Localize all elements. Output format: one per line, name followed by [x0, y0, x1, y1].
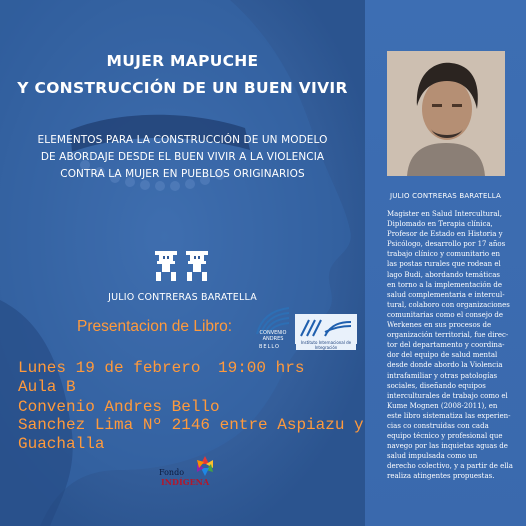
bio-line: intrafamiliar y otras patologías: [387, 371, 498, 380]
bio-line: este libro sistematiza las experien-: [387, 411, 511, 420]
event-room: Aula B: [18, 378, 76, 396]
bio-line: navego por las inquietas aguas de: [387, 442, 508, 451]
event-venue: Convenio Andres Bello: [18, 398, 220, 416]
poster-title-line-2: Y CONSTRUCCIÓN DE UN BUEN VIVIR: [17, 79, 348, 97]
bio-line: comunitarias como el consejo de: [387, 310, 504, 319]
bio-line: Werkenes en sus procesos de: [387, 321, 492, 330]
bio-line: realiza atingentes propuestas.: [387, 472, 495, 481]
fondo-indigena-logo-text-1: Fondo: [159, 468, 185, 477]
author-name-left: JULIO CONTRERAS BARATELLA: [108, 292, 257, 303]
convenio-andres-bello-logo: [251, 304, 295, 344]
bio-line: Diplomado en Terapia clínica,: [387, 220, 493, 229]
event-address-city: Guachalla: [18, 435, 105, 453]
cab-logo-text-3: BELLO: [259, 344, 280, 350]
bio-line: equipo técnico y profesional que: [387, 432, 503, 441]
author-portrait-image: [387, 51, 505, 176]
poster-subtitle-line-1: ELEMENTOS PARA LA CONSTRUCCIÓN DE UN MODELO: [37, 134, 328, 146]
bio-line: Profesor de Estado en Historia y: [387, 230, 503, 239]
bio-line: tural, colaboro con organizaciones: [387, 300, 510, 309]
event-date: Lunes 19 de febrero: [18, 359, 201, 377]
poster-subtitle-line-2: DE ABORDAJE DESDE EL BUEN VIVIR A LA VIOLENCIA: [40, 151, 325, 163]
author-name-right: JULIO CONTRERAS BARATELLA: [390, 192, 501, 200]
author-photo: [387, 51, 505, 176]
poster-subtitle-line-3: CONTRA LA MUJER EN PUEBLOS ORIGINARIOS: [60, 168, 305, 180]
bio-line: salud complementaria e intercul-: [387, 290, 505, 299]
author-panel: [365, 0, 526, 526]
bio-line: tor del departamento y coordina-: [387, 341, 505, 350]
mapuche-figures-logo: [153, 249, 210, 283]
bio-line: desde donde abordo la Violencia: [387, 361, 503, 370]
event-time: 19:00 hrs: [218, 359, 305, 377]
bio-line: las postas rurales que rodean el: [387, 260, 501, 269]
bio-line: organización territorial, fue direc-: [387, 331, 509, 340]
bio-line: interculturales de trabajo como el: [387, 391, 508, 400]
fondo-indigena-logo-text-2: INDÍGENA: [161, 477, 210, 487]
bio-line: dor del equipo de salud mental: [387, 351, 498, 360]
bio-line: lago Budi, abordando temáticas: [387, 270, 500, 279]
cab-logo-text-2: ANDRES: [262, 336, 284, 342]
bio-line: sociales, diseñando equipos: [387, 381, 486, 390]
author-bio: [387, 209, 515, 482]
presentation-label: Presentacion de Libro:: [77, 318, 233, 335]
bio-line: derecho colectivo, y a partir de ella: [387, 462, 513, 471]
bio-line: Magister en Salud Intercultural,: [387, 210, 503, 218]
bio-line: en torno a la implementación de: [387, 280, 502, 289]
instituto-integracion-logo-text: Instituto Internacional de Integración: [296, 340, 356, 350]
cab-logo-text-1: CONVENIO: [259, 330, 287, 336]
bio-line: Psicólogo, desarrollo por 17 años: [387, 240, 506, 249]
bio-line: salud impulsada como un: [387, 452, 478, 461]
poster-title-line-1: MUJER MAPUCHE: [106, 52, 259, 70]
bio-line: cias co construidas con cada: [387, 421, 489, 430]
bio-line: Kume Mognen (2008-2011), en: [387, 401, 498, 410]
bio-line: trabajo clínico y comunitario en: [387, 250, 500, 259]
event-address: Sanchez Lima Nº 2146 entre Aspiazu y: [18, 416, 364, 434]
